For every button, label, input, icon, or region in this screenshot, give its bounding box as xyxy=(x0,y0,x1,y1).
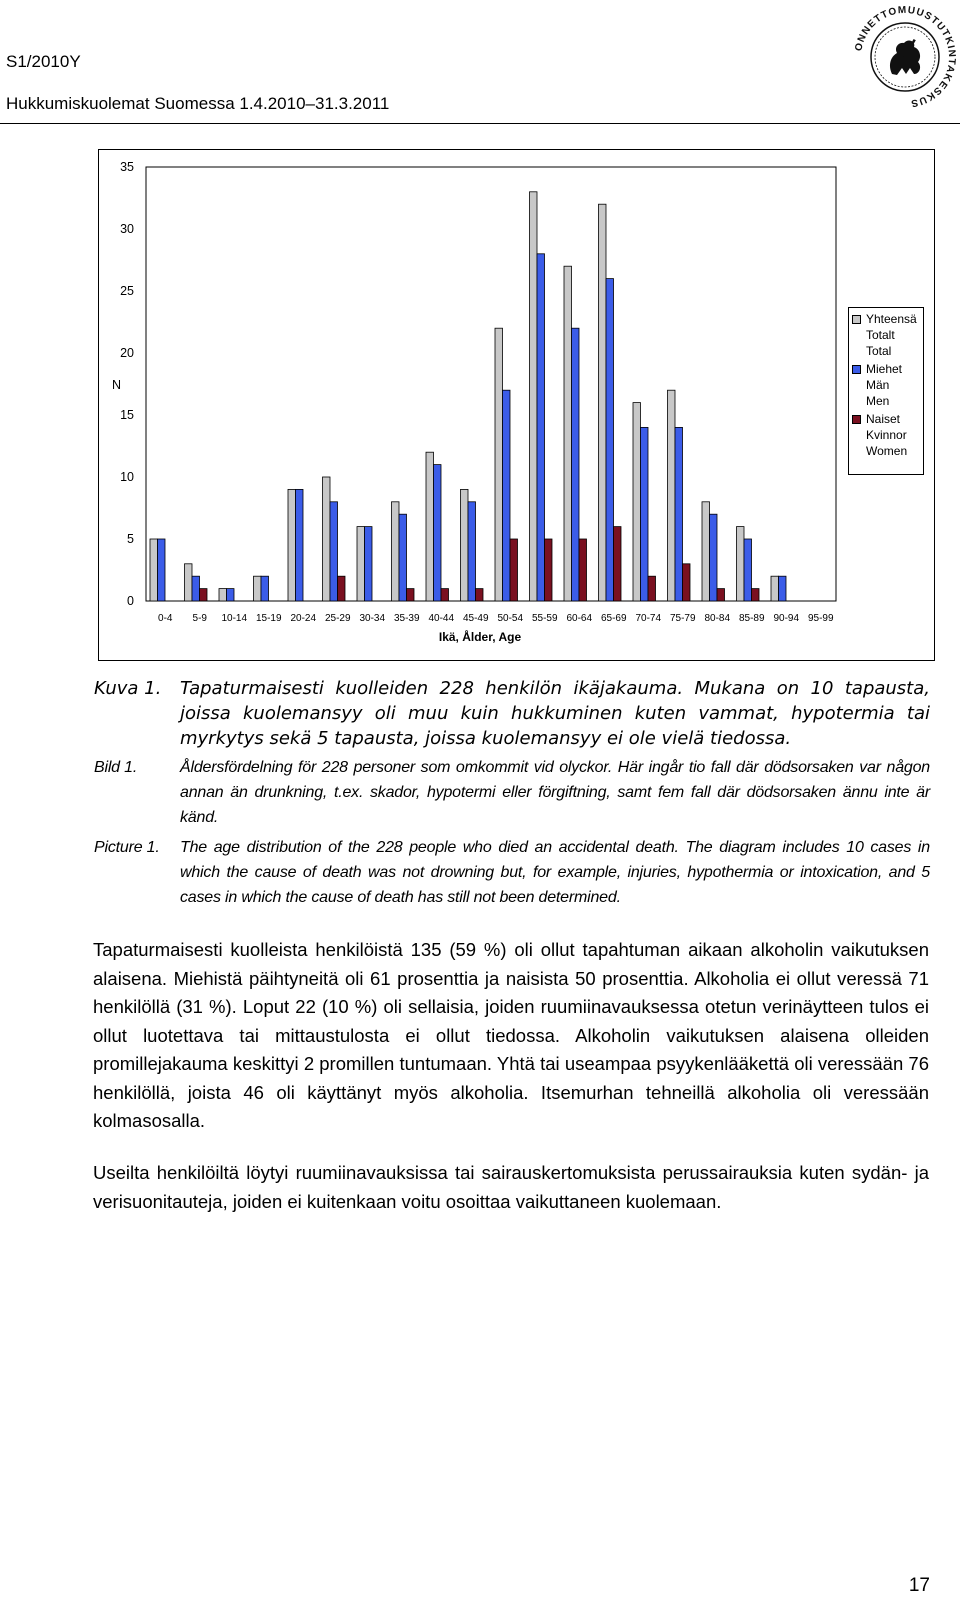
bar-men-25-29 xyxy=(330,502,338,601)
caption-label-en: Picture 1. xyxy=(94,839,160,856)
bar-women-65-69 xyxy=(614,527,622,601)
bar-women-80-84 xyxy=(717,589,725,601)
logo-ring-text: ONNETTOMUUSTUTKINTAKESKUS xyxy=(853,4,958,109)
caption-label-sv: Bild 1. xyxy=(94,759,138,776)
bar-women-85-89 xyxy=(752,589,760,601)
y-tick-label: 20 xyxy=(120,346,134,360)
x-tick-label: 35-39 xyxy=(393,613,420,624)
caption-text-sv: Åldersfördelning för 228 personer som omkommit vid olyckor. Här ingår tio fall där dödsorsaken var någon annan än drunkning, t.ex. skador, hypotermi eller förgiftning, samt fem fall där dödsorsaken ännu inte är känd. xyxy=(180,759,930,826)
bar-total-30-34 xyxy=(357,527,365,601)
caption-finnish xyxy=(94,676,930,751)
bar-women-70-74 xyxy=(648,576,656,601)
x-tick-label: 60-64 xyxy=(566,613,593,624)
bar-total-25-29 xyxy=(323,477,331,601)
caption-label-fi: Kuva 1. xyxy=(94,678,162,699)
agency-logo xyxy=(850,2,960,112)
report-title: Hukkumiskuolemat Suomessa 1.4.2010–31.3.2011 xyxy=(6,94,390,113)
bar-women-50-54 xyxy=(510,539,518,601)
bar-men-60-64 xyxy=(572,328,580,601)
bar-men-45-49 xyxy=(468,502,476,601)
bar-total-85-89 xyxy=(737,527,745,601)
x-tick-label: 80-84 xyxy=(704,613,731,624)
y-tick-label: 15 xyxy=(120,408,134,422)
bar-total-10-14 xyxy=(219,589,227,601)
bar-men-55-59 xyxy=(537,254,545,601)
x-tick-label: 25-29 xyxy=(324,613,351,624)
y-axis-label: N xyxy=(112,378,122,392)
bar-men-80-84 xyxy=(710,514,718,601)
bar-men-40-44 xyxy=(434,465,442,601)
x-tick-label: 75-79 xyxy=(669,613,696,624)
body-paragraph-alcohol: Tapaturmaisesti kuolleista henkilöistä 135 (59 %) oli ollut tapahtuman aikaan alkoholin vaikutuksen alaisena. Miehistä päihtyneitä oli 61 prosenttia ja naisista 50 prosenttia. Alkoholia ei ollut veressä 71 henkilöllä (31 %). Loput 22 (10 %) oli sellaisia, joiden ruumiinavauksessa otetun verinäytteen tulos ei ollut luotettava tai mittaustulosta ei ollut tiedossa. Alkoholin vaikutuksen alaisena olleiden promillejakauma keskittyi 2 promillen tuntumaan. Yhtä tai useampaa psyykenlääkettä oli veressään 76 henkilöllä, joista 46 oli käyttänyt myös alkoholia. Itsemurhan tehneillä alkoholia oli veressään kolmasosalla. xyxy=(93,939,929,1131)
legend-swatch-men xyxy=(852,365,861,374)
x-tick-label: 40-44 xyxy=(428,613,455,624)
caption-text-en: The age distribution of the 228 people who died an accidental death. The diagram includes 10 cases in which the cause of death was not drowning but, for example, injuries, hypothermia or intoxication, and 5 cases in which the cause of death has still not been determined. xyxy=(180,839,930,906)
caption-swedish xyxy=(94,755,930,830)
legend-swatch-women xyxy=(852,415,861,424)
x-tick-label: 10-14 xyxy=(221,613,248,624)
bar-total-35-39 xyxy=(392,502,400,601)
bar-men-90-94 xyxy=(779,576,787,601)
chart-canvas xyxy=(99,150,936,662)
legend-entry-total: Yhteensä Totalt Total xyxy=(852,311,923,359)
legend-entry-women: Naiset Kvinnor Women xyxy=(852,411,923,459)
x-tick-label: 5-9 xyxy=(192,613,207,624)
bar-women-75-79 xyxy=(683,564,691,601)
page-number: 17 xyxy=(908,1575,930,1596)
chart-legend xyxy=(848,307,924,475)
bar-men-70-74 xyxy=(641,427,649,601)
legend-swatch-total xyxy=(852,315,861,324)
x-tick-label: 45-49 xyxy=(462,613,489,624)
y-tick-label: 25 xyxy=(120,284,134,298)
bar-total-65-69 xyxy=(599,204,607,601)
bar-total-90-94 xyxy=(771,576,779,601)
report-code: S1/2010Y xyxy=(6,52,81,71)
y-tick-label: 35 xyxy=(120,160,134,174)
bar-total-5-9 xyxy=(185,564,193,601)
bar-total-40-44 xyxy=(426,452,434,601)
bar-men-5-9 xyxy=(192,576,200,601)
bar-men-30-34 xyxy=(365,527,373,601)
y-tick-label: 5 xyxy=(127,532,134,546)
x-tick-label: 30-34 xyxy=(359,613,386,624)
x-tick-label: 15-19 xyxy=(255,613,282,624)
bar-total-15-19 xyxy=(254,576,262,601)
bar-men-0-4 xyxy=(158,539,166,601)
bar-men-75-79 xyxy=(675,427,683,601)
body-paragraph-diseases: Useilta henkilöiltä löytyi ruumiinavauksissa tai sairauskertomuksista perussairauksia kuten sydän- ja verisuonitauteja, joiden ei kuitenkaan voitu osoittaa vaikuttaneen kuolemaan. xyxy=(93,1162,929,1212)
bar-women-40-44 xyxy=(441,589,449,601)
x-tick-label: 55-59 xyxy=(531,613,558,624)
plot-area xyxy=(146,167,836,601)
caption-text-fi: Tapaturmaisesti kuolleiden 228 henkilön ikäjakauma. Mukana on 10 tapausta, joissa kuolemansyy oli muu kuin hukkuminen kuten vammat, hypotermia tai myrkytys sekä 5 tapausta, joissa kuolemansyy ei ole vielä tiedossa. xyxy=(180,678,930,749)
bar-women-60-64 xyxy=(579,539,587,601)
bar-total-45-49 xyxy=(461,489,469,601)
bar-men-20-24 xyxy=(296,489,304,601)
x-tick-label: 85-89 xyxy=(738,613,765,624)
bar-women-55-59 xyxy=(545,539,553,601)
x-tick-label: 95-99 xyxy=(807,613,834,624)
bar-women-5-9 xyxy=(200,589,208,601)
age-distribution-chart xyxy=(98,149,935,661)
bar-men-15-19 xyxy=(261,576,269,601)
bar-total-0-4 xyxy=(150,539,158,601)
bar-women-25-29 xyxy=(338,576,346,601)
bar-total-50-54 xyxy=(495,328,503,601)
y-tick-label: 30 xyxy=(120,222,134,236)
bar-total-80-84 xyxy=(702,502,710,601)
legend-entry-men: Miehet Män Men xyxy=(852,361,923,409)
bar-women-45-49 xyxy=(476,589,484,601)
bar-men-10-14 xyxy=(227,589,235,601)
y-tick-label: 10 xyxy=(120,470,134,484)
bar-men-50-54 xyxy=(503,390,511,601)
x-tick-label: 65-69 xyxy=(600,613,627,624)
x-tick-label: 90-94 xyxy=(773,613,800,624)
bar-men-35-39 xyxy=(399,514,407,601)
bar-total-55-59 xyxy=(530,192,538,601)
bar-men-85-89 xyxy=(744,539,752,601)
x-tick-label: 20-24 xyxy=(290,613,317,624)
y-tick-label: 0 xyxy=(127,594,134,608)
bar-total-70-74 xyxy=(633,403,641,601)
bar-total-20-24 xyxy=(288,489,296,601)
x-tick-label: 50-54 xyxy=(497,613,524,624)
x-tick-label: 70-74 xyxy=(635,613,662,624)
bar-men-65-69 xyxy=(606,279,614,601)
x-axis-label: Ikä, Ålder, Age xyxy=(438,630,522,644)
caption-english xyxy=(94,835,930,910)
bar-women-35-39 xyxy=(407,589,415,601)
bar-total-75-79 xyxy=(668,390,676,601)
x-tick-label: 0-4 xyxy=(158,613,173,624)
bar-total-60-64 xyxy=(564,266,572,601)
header-rule xyxy=(0,123,960,124)
